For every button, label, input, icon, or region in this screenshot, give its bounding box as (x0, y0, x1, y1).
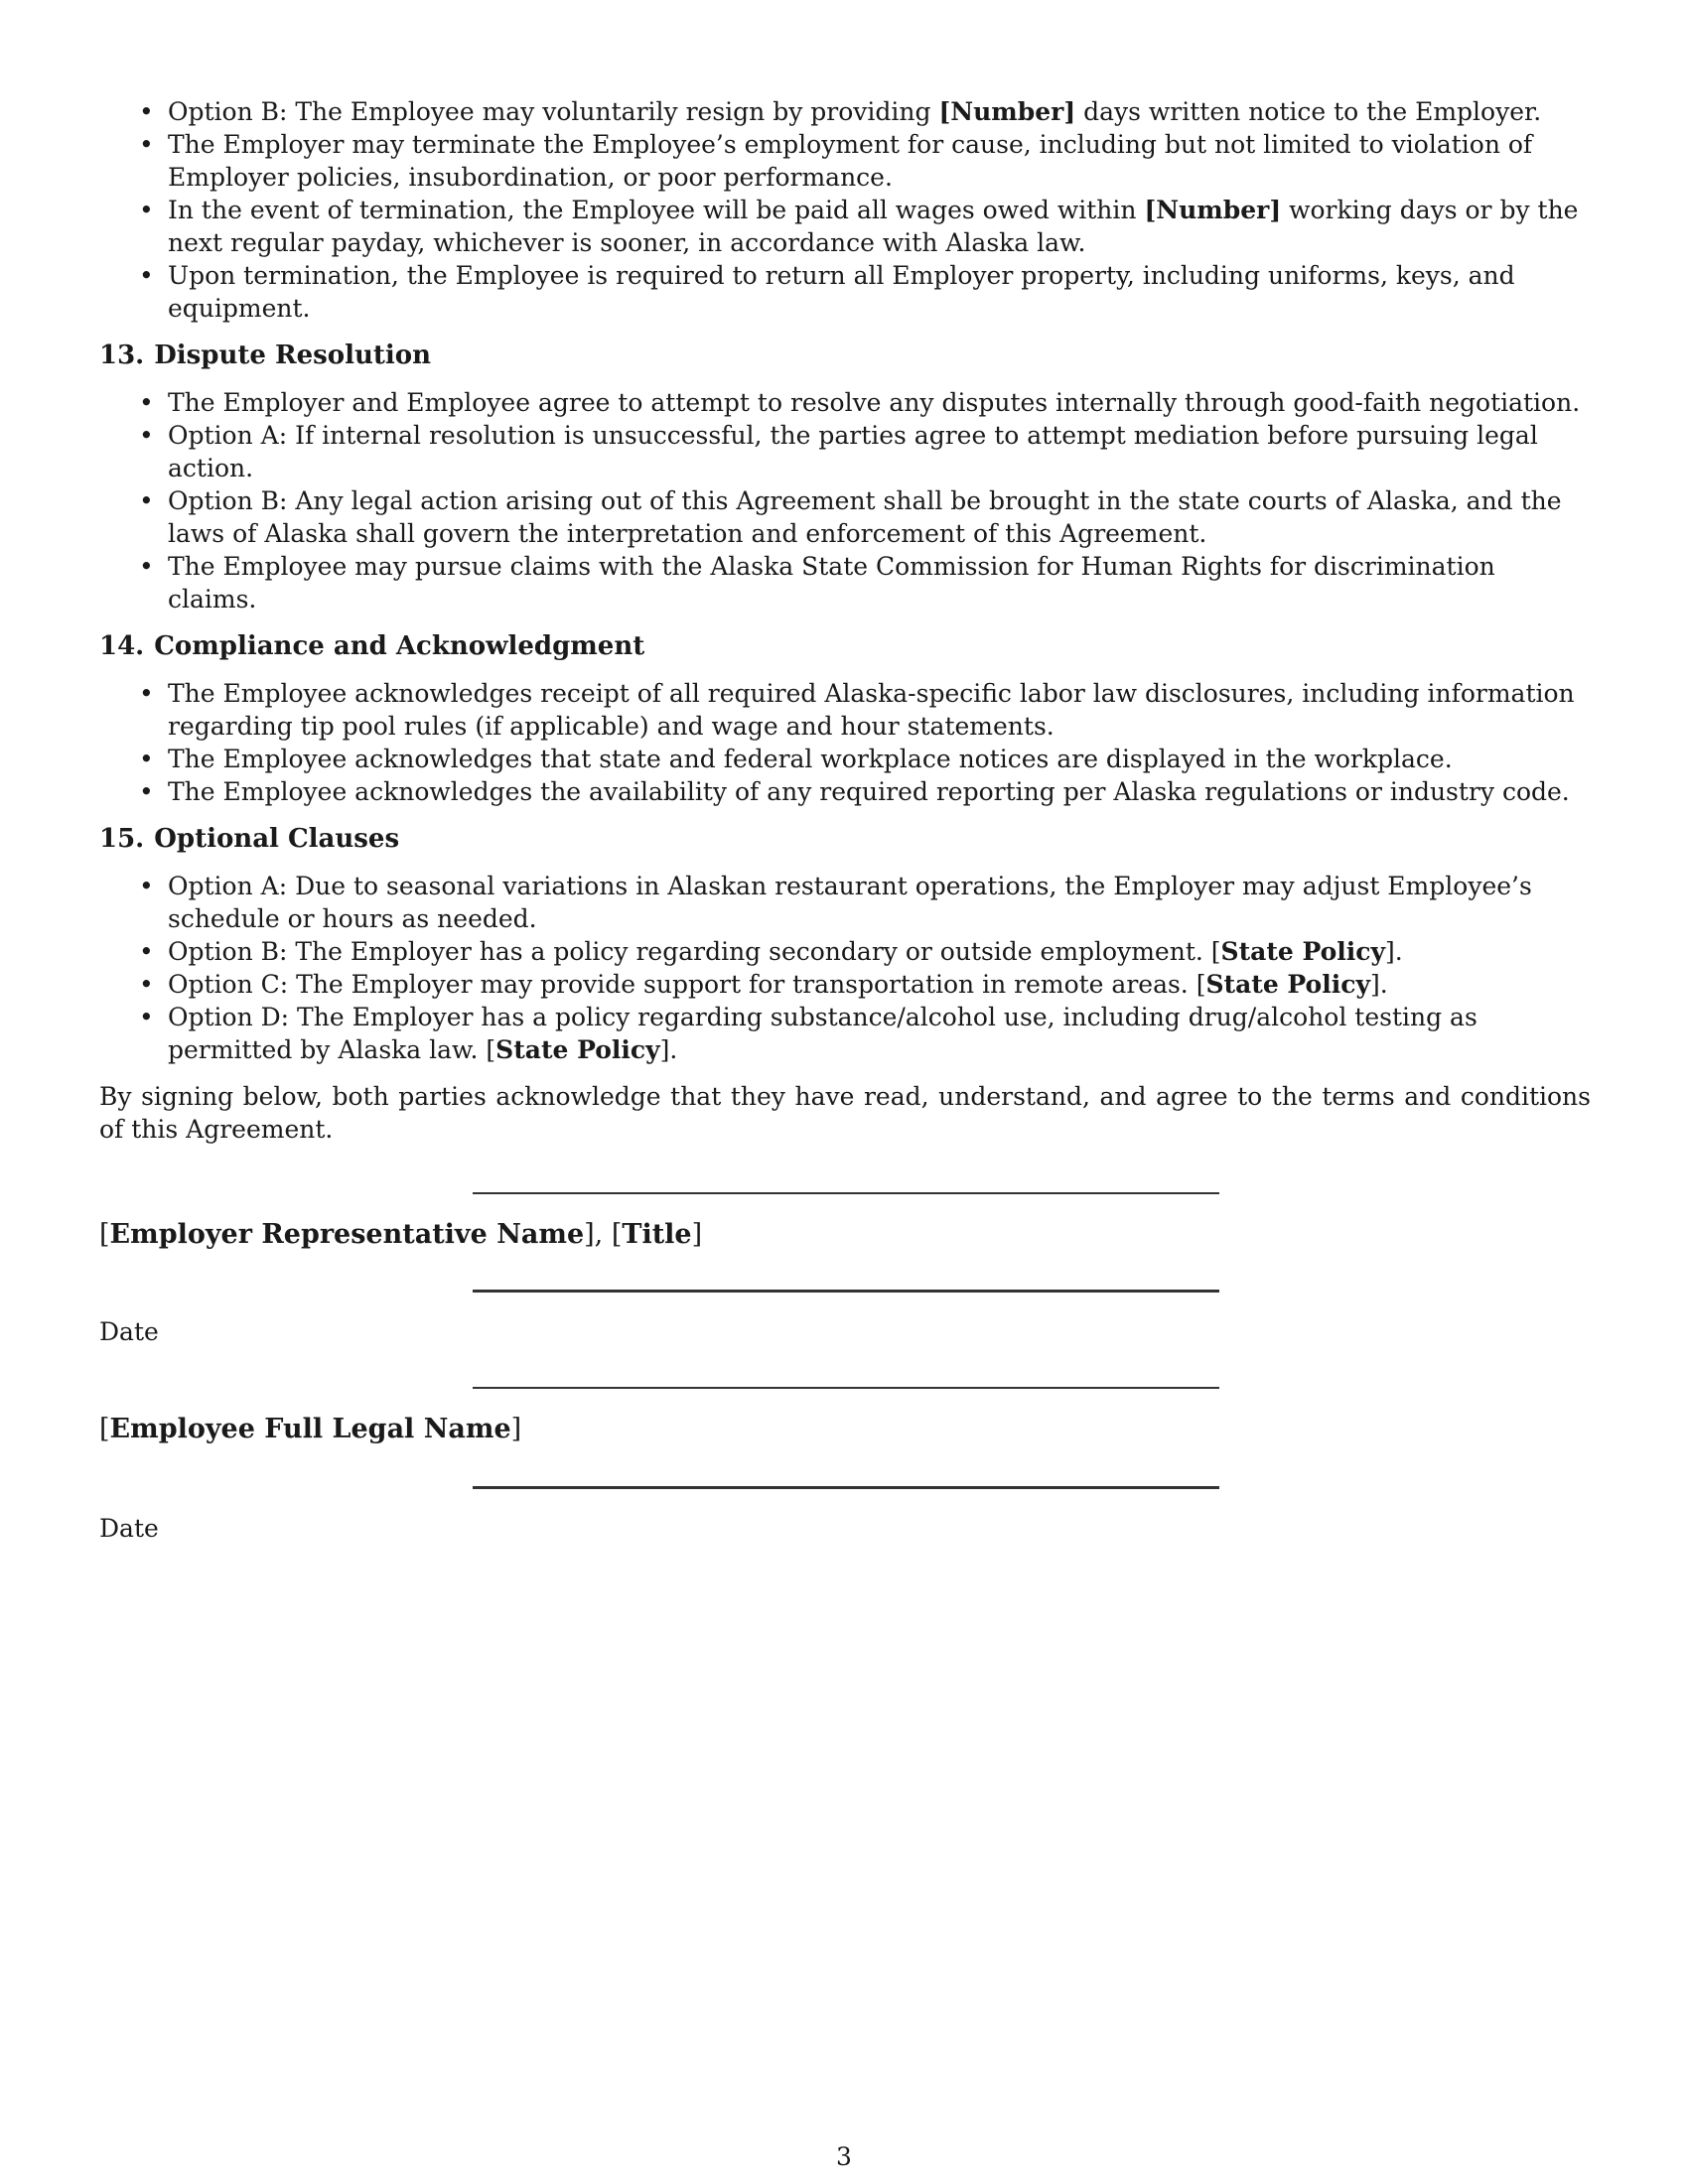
bullet-icon: • (139, 388, 154, 417)
section-title: Compliance and Acknowledgment (154, 631, 645, 661)
item-text: Option B: The Employer has a policy regarding secondary or outside employment. [ (168, 937, 1221, 966)
section-heading-compliance (99, 629, 1591, 663)
item-text: The Employee acknowledges the availability of any required reporting per Alaska regulations or industry code. (168, 777, 1570, 806)
list-item (99, 968, 1591, 1001)
bracket: ], [ (584, 1219, 623, 1250)
dispute-resolution-list (99, 386, 1591, 615)
item-text: ]. (1369, 970, 1388, 999)
bullet-icon: • (139, 552, 154, 581)
bullet-icon: • (139, 777, 154, 806)
employer-date-block (99, 1270, 1591, 1367)
compliance-list (99, 677, 1591, 808)
bullet-icon: • (139, 130, 154, 159)
item-text: ]. (1385, 937, 1403, 966)
bullet-icon: • (139, 421, 154, 450)
bullet-icon: • (139, 196, 154, 224)
item-text: Upon termination, the Employee is required to return all Employer property, including uniforms, keys, and equipment. (168, 261, 1515, 323)
section-heading-dispute-resolution (99, 339, 1591, 372)
placeholder-number: [Number] (1144, 196, 1282, 224)
employee-signature-line[interactable] (473, 1387, 1219, 1389)
list-item (99, 128, 1591, 194)
section-number: 15. (99, 824, 145, 854)
list-item (99, 419, 1591, 484)
bullet-icon: • (139, 486, 154, 515)
item-text: In the event of termination, the Employee will be paid all wages owed within (168, 196, 1145, 224)
list-item (99, 870, 1591, 935)
bracket: [ (99, 1414, 110, 1444)
list-item (99, 194, 1591, 259)
list-item (99, 775, 1591, 808)
section-number: 13. (99, 341, 145, 370)
page-number: 3 (836, 2142, 852, 2171)
item-text: working days or by the next regular payday, whichever is sooner, in accordance with Alaska law. (168, 196, 1579, 257)
employer-name-placeholder: Employer Representative Name (109, 1219, 585, 1250)
closing-paragraph: By signing below, both parties acknowledge that they have read, understand, and agree to the terms and conditions of this Agreement. (99, 1082, 1591, 1144)
employer-title-placeholder: Title (622, 1219, 692, 1250)
employer-date-label: Date (99, 1317, 159, 1346)
list-item (99, 386, 1591, 419)
employer-signature-line[interactable] (473, 1192, 1219, 1194)
list-item (99, 484, 1591, 550)
item-text: days written notice to the Employer. (1075, 97, 1542, 126)
optional-clauses-list (99, 870, 1591, 1066)
bracket: [ (99, 1219, 110, 1250)
employee-signature-block (99, 1367, 1591, 1466)
employer-signature-block (99, 1170, 1591, 1270)
section-title: Optional Clauses (154, 824, 400, 854)
item-text: The Employee acknowledges that state and federal workplace notices are displayed in the workplace. (168, 745, 1453, 773)
document-page (99, 95, 1591, 1564)
item-text: The Employer may terminate the Employee’s employment for cause, including but not limited to violation of Employer policies, insubordination, or poor performance. (168, 130, 1533, 192)
placeholder-state-policy: State Policy (1220, 937, 1386, 966)
item-text: The Employee acknowledges receipt of all required Alaska-specific labor law disclosures, including information regarding tip pool rules (if applicable) and wage and hour statements. (168, 679, 1575, 741)
bullet-icon: • (139, 745, 154, 773)
list-item (99, 95, 1591, 128)
placeholder-number: [Number] (938, 97, 1076, 126)
list-item (99, 1001, 1591, 1066)
employer-date-line[interactable] (473, 1290, 1219, 1293)
section-number: 14. (99, 631, 145, 661)
item-text: Option B: The Employee may voluntarily resign by providing (168, 97, 939, 126)
list-item (99, 935, 1591, 968)
list-item (99, 743, 1591, 775)
list-item (99, 550, 1591, 615)
placeholder-state-policy: State Policy (495, 1035, 660, 1064)
employee-name-placeholder: Employee Full Legal Name (109, 1414, 511, 1444)
item-text: The Employer and Employee agree to attempt to resolve any disputes internally through good-faith negotiation. (168, 388, 1581, 417)
employee-date-block (99, 1466, 1591, 1564)
item-text: The Employee may pursue claims with the Alaska State Commission for Human Rights for discrimination claims. (168, 552, 1495, 614)
section-title: Dispute Resolution (154, 341, 432, 370)
item-text: Option B: Any legal action arising out of this Agreement shall be brought in the state courts of Alaska, and the laws of Alaska shall govern the interpretation and enforcement of this Agreement. (168, 486, 1562, 548)
bullet-icon: • (139, 970, 154, 999)
bracket: ] (691, 1219, 703, 1250)
bullet-icon: • (139, 1003, 154, 1031)
item-text: Option A: If internal resolution is unsuccessful, the parties agree to attempt mediation before pursuing legal action. (168, 421, 1538, 482)
employer-name-label (99, 1218, 702, 1252)
item-text: Option C: The Employer may provide support for transportation in remote areas. [ (168, 970, 1206, 999)
item-text: Option D: The Employer has a policy regarding substance/alcohol use, including drug/alcohol testing as permitted by Alaska law. [ (168, 1003, 1477, 1064)
placeholder-state-policy: State Policy (1205, 970, 1370, 999)
item-text: Option A: Due to seasonal variations in Alaskan restaurant operations, the Employer may adjust Employee’s schedule or hours as needed. (168, 872, 1532, 933)
bullet-icon: • (139, 872, 154, 900)
item-text: ]. (659, 1035, 678, 1064)
termination-list (99, 95, 1591, 325)
employee-date-label: Date (99, 1514, 159, 1543)
bullet-icon: • (139, 261, 154, 290)
bracket: ] (510, 1414, 522, 1444)
section-heading-optional-clauses (99, 822, 1591, 856)
bullet-icon: • (139, 97, 154, 126)
list-item (99, 259, 1591, 325)
employee-name-label (99, 1413, 521, 1446)
employee-date-line[interactable] (473, 1486, 1219, 1489)
list-item (99, 677, 1591, 743)
bullet-icon: • (139, 937, 154, 966)
bullet-icon: • (139, 679, 154, 708)
